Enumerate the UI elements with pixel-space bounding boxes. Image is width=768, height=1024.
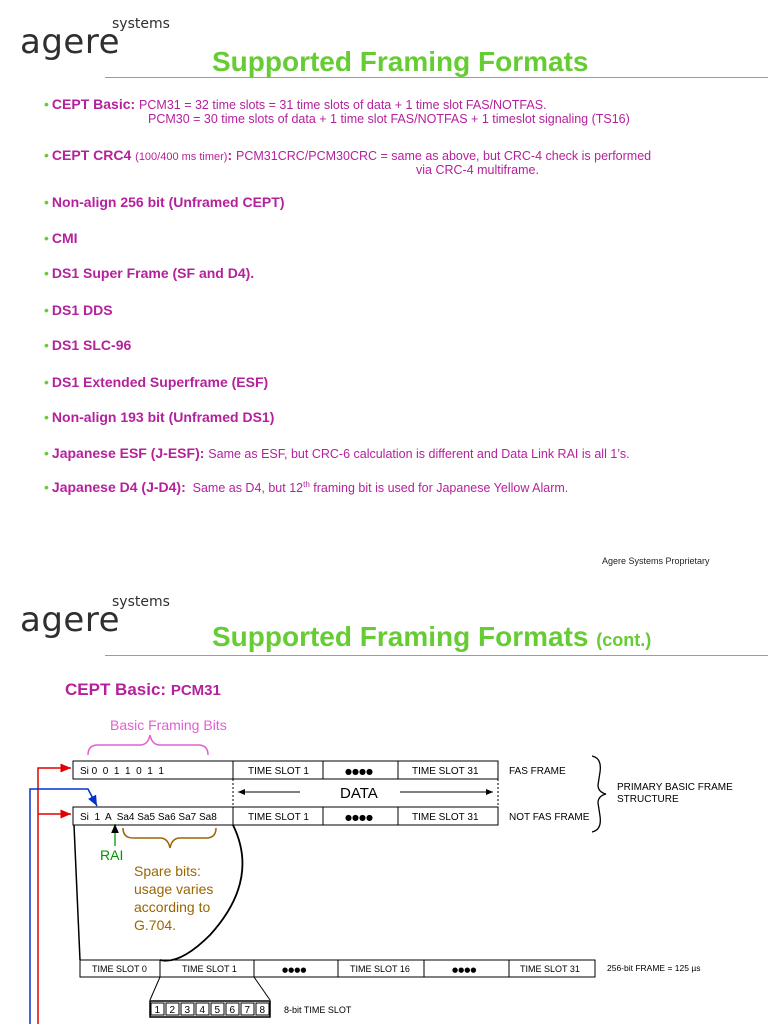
logo-agere-text: agere [20,600,120,640]
spare-line-4: G.704. [134,917,177,933]
frame-ts0: TIME SLOT 0 [92,964,147,974]
spare-line-3: according to [134,899,211,915]
pcm31-frame-diagram [0,580,768,1024]
logo-systems-text: systems [112,594,170,610]
bullet-non-align-193: • Non-align 193 bit (Unframed DS1) [44,409,275,425]
spare-line-1: Spare bits: [134,863,201,879]
bullet-non-align-256: • Non-align 256 bit (Unframed CEPT) [44,194,285,210]
notfas-dots: ●●●● [345,813,373,822]
bit-number: 6 [229,1005,236,1016]
bit-number: 5 [214,1005,221,1016]
bullet-ds1-sf: • DS1 Super Frame (SF and D4). [44,265,255,281]
si-red-line [38,768,71,1024]
basic-framing-bits-label: Basic Framing Bits [110,717,227,733]
frame-structure-brace [592,756,606,832]
fas-ts31: TIME SLOT 31 [412,766,479,777]
bit-number: 8 [259,1005,266,1016]
frame-ts16: TIME SLOT 16 [350,964,410,974]
page-title: Supported Framing Formats [212,46,589,77]
spare-line-2: usage varies [134,881,214,897]
bullet-cept-crc4-line2: via CRC-4 multiframe. [416,163,539,177]
primary-frame-label: PRIMARY BASIC FRAME [617,782,733,793]
bit-number: 4 [199,1005,206,1016]
bullet-ds1-slc96: • DS1 SLC-96 [44,337,132,353]
fas-dots: ●●●● [345,767,373,776]
fas-ts1: TIME SLOT 1 [248,766,309,777]
notfas-bits: Si 1 A Sa4 Sa5 Sa6 Sa7 Sa8 [80,812,217,823]
bullet-ds1-esf: • DS1 Extended Superframe (ESF) [44,374,269,390]
frame-dots-1: ●●●● [282,966,307,974]
eight-bit-slot [150,1001,352,1017]
bullet-j-d4: • Japanese D4 (J-D4): Same as D4, but 12th framing bit is used for Japanese Yellow Alarm. [44,479,569,495]
bullet-cept-basic-line2: PCM30 = 30 time slots of data + 1 time slot FAS/NOTFAS + 1 timeslot signaling (TS16) [148,112,630,126]
rai-label: RAI [100,847,124,863]
bullet-cept-crc4: • CEPT CRC4 (100/400 ms timer): PCM31CRC/PCM30CRC = same as above, but CRC-4 check is performed [44,147,652,163]
logo-agere-text: agere [20,22,120,62]
cept-basic-heading: CEPT Basic: PCM31 [65,680,221,699]
notfas-ts1: TIME SLOT 1 [248,812,309,823]
data-label: DATA [340,785,378,802]
notfas-ts31: TIME SLOT 31 [412,812,479,823]
bullet-ds1-dds: • DS1 DDS [44,302,113,318]
title-rule [105,77,768,78]
frame-ts1: TIME SLOT 1 [182,964,237,974]
blue-line [30,789,97,1024]
frame-dots-2: ●●●● [452,966,477,974]
bullet-cept-basic: • CEPT Basic: PCM31 = 32 time slots = 31 time slots of data + 1 time slot FAS/NOTFAS. [44,96,547,112]
fas-frame-label: FAS FRAME [509,766,566,777]
eight-bit-label: 8-bit TIME SLOT [284,1005,352,1015]
footer-proprietary: Agere Systems Proprietary [602,556,710,566]
basic-bits-brace [88,735,208,755]
notfas-frame-row [73,807,590,825]
notfas-frame-label: NOT FAS FRAME [509,812,590,823]
bit-number: 2 [169,1005,176,1016]
bit-number: 3 [184,1005,191,1016]
frame-ts31: TIME SLOT 31 [520,964,580,974]
logo-systems-text: systems [112,16,170,32]
slide-2 [0,580,768,1024]
data-span [233,779,498,807]
frame-256-label: 256-bit FRAME = 125 µs [607,963,701,973]
spare-bits-brace [123,828,216,848]
frame-256-row [80,960,700,977]
bullet-cmi: • CMI [44,230,78,246]
bit-number: 1 [154,1005,161,1016]
bit-number: 7 [244,1005,251,1016]
structure-label: STRUCTURE [617,794,679,805]
fas-bits: Si 0 0 1 1 0 1 1 [80,766,164,777]
page-title-cont: Supported Framing Formats (cont.) [212,621,652,652]
bullet-j-esf: • Japanese ESF (J-ESF): Same as ESF, but CRC-6 calculation is different and Data Link RAI is all 1’s. [44,445,630,461]
fas-frame-row [73,761,566,779]
